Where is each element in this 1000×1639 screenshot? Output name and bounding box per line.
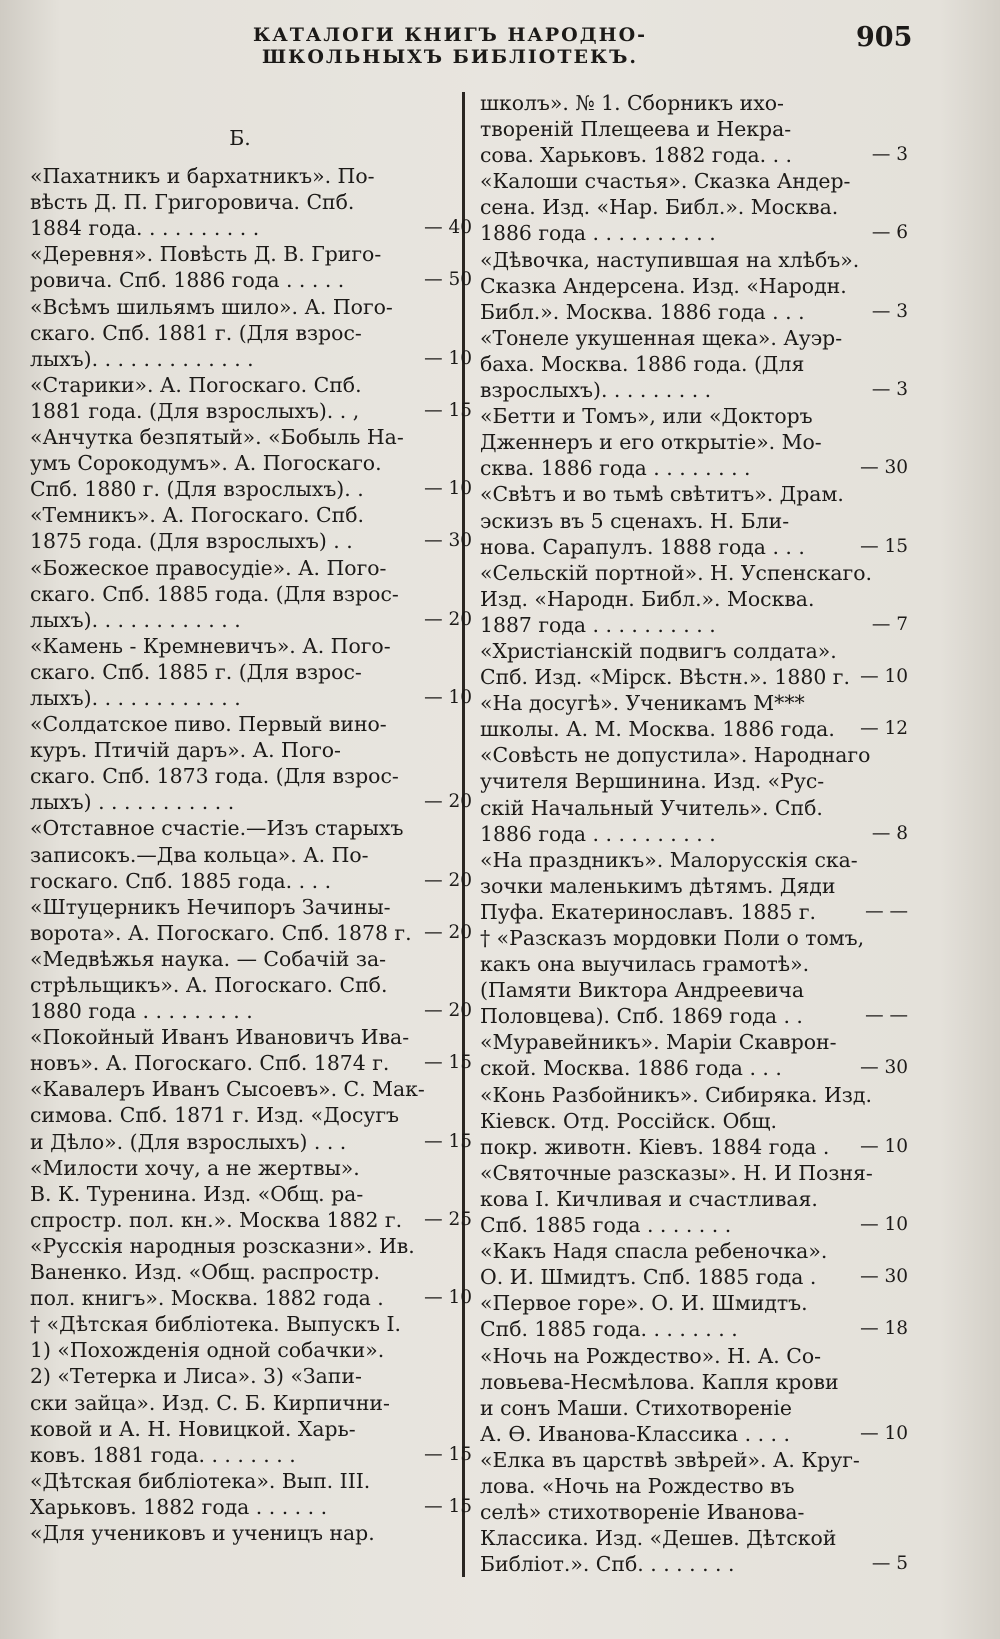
entry-line: «Солдатское пиво. Первый вино-	[30, 712, 387, 737]
entry-line: Библ.». Москва. 1886 года . . .	[480, 299, 805, 324]
entry-line: взрослыхъ). . . . . . . . .	[480, 378, 712, 403]
entry-line: симова. Спб. 1871 г. Изд. «Досугъ	[30, 1103, 400, 1128]
catalog-entry	[480, 1029, 908, 1081]
entry-line: 1875 года. (Для взрослыхъ) . .	[30, 529, 353, 554]
entry-line: 1880 года . . . . . . . . .	[30, 999, 253, 1024]
catalog-entry	[30, 294, 472, 372]
catalog-entry	[480, 168, 908, 246]
entry-line: «Дѣвочка, наступившая на хлѣбъ».	[480, 247, 860, 272]
entry-line: 1881 года. (Для взрослыхъ). . ,	[30, 398, 360, 423]
catalog-entry	[30, 424, 472, 502]
entry-line: «Елка въ царствѣ звѣрей». А. Круг-	[480, 1447, 860, 1472]
entry-price: — 30	[860, 457, 908, 479]
entry-line: 1886 года . . . . . . . . . .	[480, 221, 716, 246]
right-entry-list	[480, 90, 908, 1577]
entry-line: ковой и А. Н. Новицкой. Харь-	[30, 1416, 356, 1441]
entry-line: школы. А. М. Москва. 1886 года.	[480, 717, 835, 742]
entry-price: — 10	[860, 1214, 908, 1236]
catalog-entry	[480, 742, 908, 846]
catalog-entry	[30, 946, 472, 1024]
entry-line: скаго. Спб. 1885 г. (Для взрос-	[30, 659, 362, 684]
entry-price: — 30	[860, 1057, 908, 1079]
entry-price: — 10	[860, 666, 908, 688]
catalog-entry	[480, 247, 908, 325]
entry-line: Спб. 1885 года. . . . . . . .	[480, 1317, 738, 1342]
entry-line: скій Начальный Учитель». Спб.	[480, 795, 823, 820]
entry-price: — 3	[871, 144, 908, 166]
entry-line: «Первое горе». О. И. Шмидтъ.	[480, 1291, 808, 1316]
entry-line: «Анчутка безпятый». «Бобыль На-	[30, 425, 404, 450]
catalog-entry	[480, 325, 908, 403]
entry-line: ски зайца». Изд. С. Б. Кирпични-	[30, 1390, 390, 1415]
entry-price: — 15	[424, 1130, 472, 1152]
catalog-entry	[480, 90, 908, 168]
entry-price: — 12	[860, 718, 908, 740]
section-letter: Б.	[229, 126, 251, 150]
entry-line: «Русскія народныя розсказни». Ив.	[30, 1233, 415, 1258]
entry-price: — 40	[424, 217, 472, 239]
entry-line: 1887 года . . . . . . . . . .	[480, 612, 716, 637]
catalog-entry	[480, 1238, 908, 1290]
entry-line: «Старики». А. Погоскаго. Спб.	[30, 372, 362, 397]
catalog-entry	[480, 1343, 908, 1447]
entry-line: селѣ» стихотвореніе Иванова-	[480, 1500, 805, 1525]
entry-line: «Свѣтъ и во тьмѣ свѣтитъ». Драм.	[480, 482, 844, 507]
entry-line: сова. Харьковъ. 1882 года. . .	[480, 143, 793, 168]
entry-line: скаго. Спб. 1881 г. (Для взрос-	[30, 320, 362, 345]
catalog-entry	[480, 403, 908, 481]
catalog-entry	[30, 1076, 472, 1154]
catalog-entry	[30, 1155, 472, 1233]
entry-line: Сказка Андерсена. Изд. «Народн.	[480, 273, 847, 298]
entry-line: учителя Вершинина. Изд. «Рус-	[480, 769, 825, 794]
entry-line: «Штуцерникъ Нечипоръ Зачины-	[30, 894, 391, 919]
entry-price: — 50	[424, 269, 472, 291]
catalog-entry	[30, 1311, 472, 1468]
entry-line: эскизъ въ 5 сценахъ. Н. Бли-	[480, 508, 790, 533]
catalog-entry	[30, 815, 472, 893]
entry-line: твореній Плещеева и Некра-	[480, 117, 792, 142]
entry-line: какъ она выучилась грамотѣ».	[480, 952, 810, 977]
entry-line: «На досугѣ». Ученикамъ М***	[480, 691, 805, 716]
entry-line: Половцева). Спб. 1869 года . .	[480, 1004, 803, 1029]
entry-line: лыхъ) . . . . . . . . . . .	[30, 790, 235, 815]
entry-line: Изд. «Народн. Библ.». Москва.	[480, 586, 815, 611]
column-divider	[462, 92, 465, 1577]
entry-line: «Деревня». Повѣсть Д. В. Григо-	[30, 242, 382, 267]
entry-price: — 15	[424, 399, 472, 421]
entry-line: «Калоши счастья». Сказка Андер-	[480, 169, 851, 194]
entry-price: — 20	[424, 608, 472, 630]
entry-line: Кіевск. Отд. Россійск. Общ.	[480, 1108, 777, 1133]
entry-line: Пуфа. Екатеринославъ. 1885 г.	[480, 899, 816, 924]
catalog-entry	[480, 1160, 908, 1238]
entry-line: Спб. 1880 г. (Для взрослыхъ). .	[30, 477, 364, 502]
entry-price: — 20	[424, 791, 472, 813]
entry-line: Классика. Изд. «Дешев. Дѣтской	[480, 1526, 837, 1551]
entry-line: «Конь Разбойникъ». Сибиряка. Изд.	[480, 1082, 872, 1107]
entry-line: (Памяти Виктора Андреевича	[480, 978, 805, 1003]
entry-price: — 15	[424, 1443, 472, 1465]
entry-price: — 10	[424, 347, 472, 369]
catalog-entry	[480, 690, 908, 742]
catalog-entry	[480, 638, 908, 690]
entry-line: госкаго. Спб. 1885 года. . . .	[30, 868, 332, 893]
entry-line: «На праздникъ». Малорусскія ска-	[480, 847, 858, 872]
entry-price: — 15	[424, 1052, 472, 1074]
catalog-entry	[480, 1447, 908, 1577]
entry-line: «Кавалеръ Иванъ Сысоевъ». С. Мак-	[30, 1077, 425, 1102]
catalog-entry	[30, 1024, 472, 1076]
entry-line: 1) «Похожденія одной собачки».	[30, 1338, 385, 1363]
entry-line: «Совѣсть не допустила». Народнаго	[480, 743, 871, 768]
catalog-entry	[480, 925, 908, 1029]
entry-line: сена. Изд. «Нар. Библ.». Москва.	[480, 195, 839, 220]
entry-line: † «Разсказъ мордовки Поли о томъ,	[480, 926, 865, 950]
entry-line: и Дѣло». (Для взрослыхъ) . . .	[30, 1129, 347, 1154]
entry-price: — 10	[424, 1287, 472, 1309]
entry-line: † «Дѣтская библіотека. Выпускъ I.	[30, 1312, 402, 1337]
left-column	[30, 125, 472, 1546]
entry-line: пол. книгъ». Москва. 1882 года .	[30, 1286, 384, 1311]
entry-line: лыхъ). . . . . . . . . . . . .	[30, 346, 254, 371]
entry-price: — 30	[424, 530, 472, 552]
right-column	[480, 90, 908, 1577]
catalog-entry	[30, 894, 472, 946]
entry-line: «Сельскій портной». Н. Успенскаго.	[480, 560, 872, 585]
entry-line: ковъ. 1881 года. . . . . . . .	[30, 1442, 296, 1467]
entry-line: скаго. Спб. 1885 года. (Для взрос-	[30, 581, 399, 606]
entry-line: «Муравейникъ». Маріи Скаврон-	[480, 1030, 837, 1055]
entry-price: — 20	[424, 1000, 472, 1022]
entry-price: — 8	[871, 822, 908, 844]
entry-price: — —	[865, 1005, 908, 1027]
entry-line: «Медвѣжья наука. — Собачій за-	[30, 946, 386, 971]
entry-line: ловьева-Несмѣлова. Капля крови	[480, 1369, 839, 1394]
entry-line: 2) «Тетерка и Лиса». 3) «Запи-	[30, 1364, 362, 1389]
entry-line: «Отставное счастіе.—Изъ старыхъ	[30, 816, 404, 841]
entry-line: Ваненко. Изд. «Общ. распростр.	[30, 1260, 380, 1285]
entry-line: «Всѣмъ шильямъ шило». А. Пого-	[30, 294, 393, 319]
entry-line: лова. «Ночь на Рождество въ	[480, 1473, 795, 1498]
entry-line: «Камень - Кремневичъ». А. Пого-	[30, 633, 391, 658]
entry-line: лыхъ). . . . . . . . . . . .	[30, 607, 241, 632]
entry-price: — 5	[871, 1553, 908, 1575]
entry-line: В. К. Туренина. Изд. «Общ. ра-	[30, 1181, 364, 1206]
catalog-entry	[480, 1082, 908, 1160]
entry-line: Спб. Изд. «Мірск. Вѣстн.». 1880 г.	[480, 665, 850, 690]
entry-price: — 10	[860, 1135, 908, 1157]
entry-line: Дженнеръ и его открытіе». Мо-	[480, 430, 822, 455]
entry-line: куръ. Птичій даръ». А. Пого-	[30, 738, 341, 763]
catalog-entry	[30, 241, 472, 293]
catalog-entry	[30, 502, 472, 554]
entry-line: новъ». А. Погоскаго. Спб. 1874 г.	[30, 1051, 390, 1076]
entry-line: Библіот.». Спб. . . . . . . .	[480, 1552, 735, 1577]
entry-price: — 10	[424, 478, 472, 500]
entry-line: лыхъ). . . . . . . . . . . .	[30, 685, 241, 710]
entry-line: «Милости хочу, а не жертвы».	[30, 1155, 360, 1180]
catalog-entry	[30, 633, 472, 711]
catalog-entry	[30, 1233, 472, 1311]
catalog-entry	[480, 847, 908, 925]
entry-line: записокъ.—Два кольца». А. По-	[30, 842, 369, 867]
entry-line: ворота». А. Погоскаго. Спб. 1878 г.	[30, 920, 412, 945]
entry-line: А. Ѳ. Иванова-Классика . . . .	[480, 1421, 790, 1446]
entry-line: «Христіанскій подвигъ солдата».	[480, 638, 837, 663]
entry-line: нова. Сарапулъ. 1888 года . . .	[480, 534, 805, 559]
entry-price: — 7	[871, 613, 908, 635]
entry-line: умъ Сорокодумъ». А. Погоскаго.	[30, 451, 382, 476]
catalog-entry	[480, 560, 908, 638]
entry-line: вѣсть Д. П. Григоровича. Спб.	[30, 190, 355, 215]
entry-line: спростр. пол. кн.». Москва 1882 г.	[30, 1207, 403, 1232]
entry-line: «Покойный Иванъ Ивановичъ Ива-	[30, 1025, 410, 1050]
entry-line: 1886 года . . . . . . . . . .	[480, 821, 716, 846]
entry-price: — 18	[860, 1318, 908, 1340]
entry-line: школъ». № 1. Сборникъ ихо-	[480, 91, 784, 115]
entry-line: «Ночь на Рождество». Н. А. Со-	[480, 1343, 822, 1368]
catalog-entry	[30, 711, 472, 815]
entry-line: скаго. Спб. 1873 года. (Для взрос-	[30, 764, 399, 789]
catalog-entry	[30, 555, 472, 633]
entry-line: баха. Москва. 1886 года. (Для	[480, 351, 805, 376]
entry-line: Спб. 1885 года . . . . . . .	[480, 1213, 732, 1238]
entry-line: покр. животн. Кіевъ. 1884 года .	[480, 1134, 830, 1159]
entry-line: ровича. Спб. 1886 года . . . . .	[30, 268, 345, 293]
left-entry-list	[30, 163, 472, 1546]
catalog-entry	[30, 1520, 450, 1546]
entry-price: — —	[865, 900, 908, 922]
entry-price: — 15	[860, 535, 908, 557]
entry-line: сква. 1886 года . . . . . . . .	[480, 456, 751, 481]
entry-price: — 20	[424, 921, 472, 943]
entry-price: — 10	[860, 1422, 908, 1444]
entry-line: «Дѣтская библіотека». Вып. III.	[30, 1468, 371, 1493]
entry-price: — 6	[871, 222, 908, 244]
entry-line: стрѣльщикъ». А. Погоскаго. Спб.	[30, 973, 388, 997]
entry-price: — 30	[860, 1266, 908, 1288]
catalog-entry	[30, 163, 472, 241]
entry-line: «Пахатникъ и бархатникъ». По-	[30, 164, 375, 189]
entry-price: — 25	[424, 1208, 472, 1230]
catalog-entry	[480, 1290, 908, 1342]
page-number: 905	[856, 22, 913, 53]
catalog-entry	[30, 372, 472, 424]
entry-price: — 10	[424, 686, 472, 708]
entry-line: «Для учениковъ и ученицъ нар.	[30, 1520, 375, 1545]
entry-line: «Бетти и Томъ», или «Докторъ	[480, 404, 813, 429]
entry-line: зочки маленькимъ дѣтямъ. Дяди	[480, 873, 836, 898]
catalog-entry	[30, 1468, 472, 1520]
entry-line: «Тонеле укушенная щека». Ауэр-	[480, 325, 843, 350]
entry-price: — 3	[871, 379, 908, 401]
entry-line: О. И. Шмидтъ. Спб. 1885 года .	[480, 1265, 817, 1290]
entry-line: 1884 года. . . . . . . . . .	[30, 216, 260, 241]
entry-line: Харьковъ. 1882 года . . . . . .	[30, 1494, 328, 1519]
entry-price: — 15	[424, 1495, 472, 1517]
running-header: КАТАЛОГИ КНИГЪ НАРОДНО-ШКОЛЬНЫХЪ БИБЛІОТЕКЪ.	[252, 24, 648, 68]
entry-price: — 3	[871, 300, 908, 322]
catalog-entry	[480, 481, 908, 559]
entry-price: — 20	[424, 869, 472, 891]
entry-line: «Божеское правосудіе». А. Пого-	[30, 555, 387, 580]
entry-line: и сонъ Маши. Стихотвореніе	[480, 1395, 792, 1420]
entry-line: «Темникъ». А. Погоскаго. Спб.	[30, 503, 364, 528]
entry-line: ской. Москва. 1886 года . . .	[480, 1056, 782, 1081]
entry-line: «Святочные разсказы». Н. И Позня-	[480, 1160, 873, 1185]
entry-line: «Какъ Надя спасла ребеночка».	[480, 1239, 828, 1264]
entry-line: кова I. Кичливая и счастливая.	[480, 1186, 818, 1211]
